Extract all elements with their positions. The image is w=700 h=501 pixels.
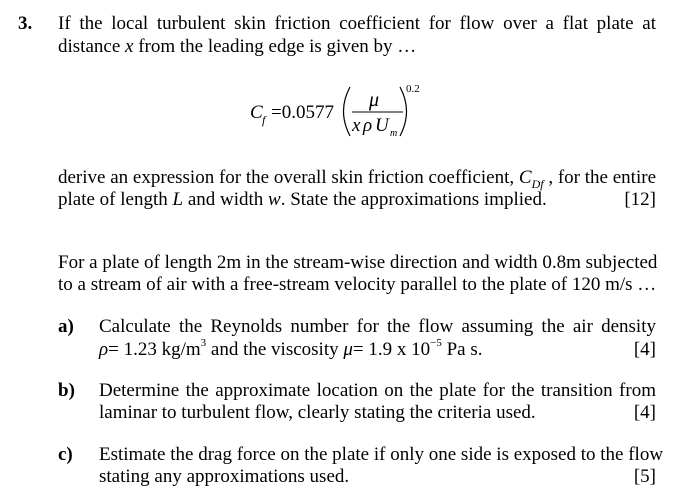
formula-exponent: 0.2 <box>406 83 420 95</box>
part-b-line-2: laminar to turbulent flow, clearly stating the criteria used. <box>99 402 536 423</box>
formula-lhs-sub: f <box>262 113 266 127</box>
formula-coefficient: =0.0577 <box>271 102 334 123</box>
viscosity-value: = 1.9 x 10 <box>352 339 431 360</box>
formula-lhs: C <box>250 102 263 123</box>
plate-line-1: For a plate of length 2m in the stream-wise direction and width 0.8m subjected <box>58 252 658 273</box>
variable-w: w <box>268 189 281 210</box>
formula-denom-sub: m <box>390 128 398 139</box>
derive-text-3: and width <box>183 189 269 210</box>
derive-text-end: , for the entire <box>543 167 656 188</box>
variable-mu: μ <box>343 339 353 360</box>
formula-left-paren <box>344 87 351 136</box>
viscosity-exponent: −5 <box>430 336 442 349</box>
formula-denom-x: x <box>352 115 361 136</box>
part-c-marks: [5] <box>633 466 656 487</box>
derive-text-4: . State the approximations implied. <box>280 189 547 210</box>
viscosity-units: Pa s. <box>441 339 483 360</box>
variable-x: x <box>125 36 134 57</box>
part-c-line-1: Estimate the drag force on the plate if only one side is exposed to the flow <box>99 444 664 465</box>
derive-line-2 <box>58 189 547 211</box>
formula-right-paren <box>400 87 407 136</box>
density-value: = 1.23 kg/m <box>108 339 201 360</box>
variable-C-sub: Df <box>531 176 544 191</box>
derive-marks: [12] <box>624 189 656 210</box>
plate-line-2: to a stream of air with a free-stream velocity parallel to the plate of 120 m/s … <box>58 274 657 295</box>
part-c-line-2: stating any approximations used. <box>99 466 350 487</box>
part-b-label: b) <box>58 380 75 401</box>
formula-denom-rho: ρ <box>363 115 373 136</box>
variable-L: L <box>172 189 184 210</box>
variable-rho: ρ <box>99 339 109 360</box>
derive-text: derive an expression for the overall skin friction coefficient, <box>58 167 519 188</box>
intro-text-end: from the leading edge is given by … <box>133 36 417 57</box>
part-c-label: c) <box>58 444 73 465</box>
formula-numerator: μ <box>369 89 380 111</box>
part-a-label: a) <box>58 316 74 337</box>
derive-text-2: plate of length <box>58 189 173 210</box>
variable-C: C <box>518 167 532 188</box>
part-b-marks: [4] <box>633 402 656 423</box>
part-a-line-2 <box>99 336 483 361</box>
viscosity-text: and the viscosity <box>206 339 344 360</box>
intro-text: distance <box>58 36 126 57</box>
part-b-line-1: Determine the approximate location on the plate for the transition from <box>99 380 656 401</box>
part-a-line-1: Calculate the Reynolds number for the flow assuming the air density <box>99 316 656 337</box>
formula-denom-U: U <box>375 115 389 136</box>
intro-line-2 <box>58 36 416 58</box>
part-a-marks: [4] <box>633 339 656 360</box>
question-number: 3. <box>18 13 33 34</box>
intro-line-1: If the local turbulent skin friction coefficient for flow over a flat plate at <box>58 13 656 34</box>
density-exponent: 3 <box>200 336 207 349</box>
